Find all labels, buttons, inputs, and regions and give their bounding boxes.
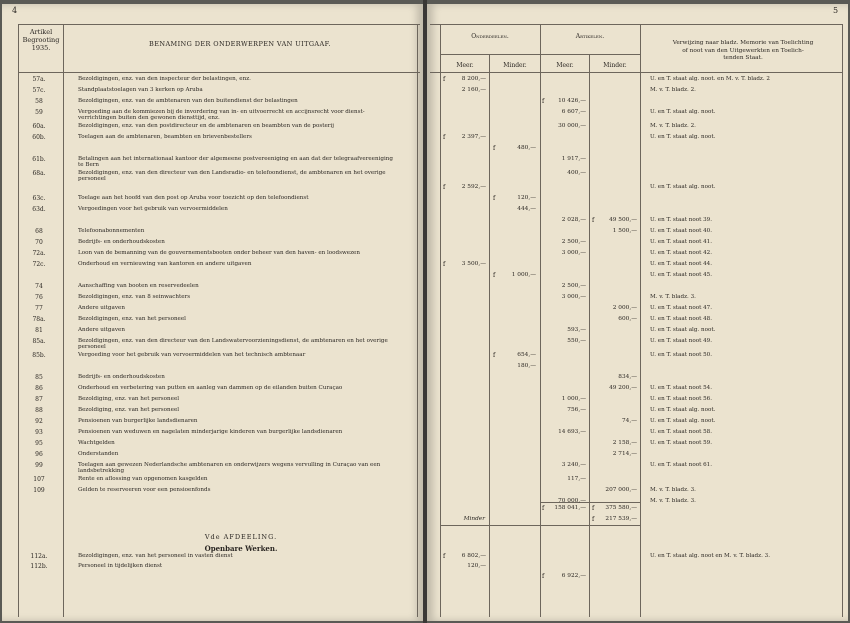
section-title	[78, 544, 404, 553]
reference-note: U. en T. staat alg. noot.	[650, 184, 716, 190]
artikelen-meer-value: 14 693,—	[558, 429, 586, 435]
item-description: Bezoldigingen, enz. van 8 seinwachters	[78, 294, 191, 300]
article-code: 109	[33, 487, 45, 494]
onderdeelen-meer-value: 2 592,—	[461, 184, 486, 190]
artikelen-minder-value: 600,—	[618, 316, 637, 322]
item-description: Bezoldigingen, enz. van de ambtenaren van den buitendienst der belastingen	[78, 98, 298, 104]
item-description: Personeel in tijdelijken dienst	[78, 563, 163, 569]
artikelen-meer-value: 1 000,—	[561, 396, 586, 402]
artikelen-minder-value: 834,—	[618, 374, 637, 380]
artikelen-meer-value: 117,—	[567, 476, 586, 482]
column-rule	[640, 24, 641, 617]
article-code: 61b.	[32, 156, 46, 163]
onderdeelen-minder-value: 120,—	[517, 195, 536, 201]
item-description: Aanschaffing van booten en reservedeelen	[78, 283, 199, 289]
reference-note: U. en T. staat noot 47.	[650, 305, 712, 311]
artikelen-meer-value: 550,—	[567, 338, 586, 344]
article-code: 68	[35, 228, 43, 235]
reference-note: U. en T. staat noot 59.	[650, 440, 712, 446]
item-description: Bezoldigingen, enz. van den postdirecteur en de ambtenaren en beambten van de posterij	[78, 123, 334, 129]
reference-note: U. en T. staat noot 44.	[650, 261, 712, 267]
currency-mark: f	[542, 98, 545, 105]
onderdeelen-minder-value: 444,—	[517, 206, 536, 212]
onderdeelen-meer-value: 8 200,—	[461, 76, 486, 82]
artikelen-meer-value: 593,—	[567, 327, 586, 333]
onderdeelen-meer-value: 2 397,—	[461, 134, 486, 140]
column-rule	[489, 54, 490, 617]
article-code: 112b.	[30, 563, 48, 570]
reference-note: U. en T. staat noot 58.	[650, 429, 712, 435]
artikelen-minder-value: 2 714,—	[612, 451, 637, 457]
article-code: 87	[35, 396, 43, 403]
article-code: 72a.	[32, 250, 46, 257]
page-number-left: 4	[12, 6, 18, 15]
article-code: 60b.	[32, 134, 46, 141]
reference-note: U. en T. staat noot 54.	[650, 385, 712, 391]
reference-note: M. v. T. bladz. 2.	[650, 123, 696, 129]
left-page	[2, 4, 423, 621]
artikelen-meer-value: 2 500,—	[561, 239, 586, 245]
artikelen-minder-value: 49 200,—	[609, 385, 637, 391]
article-code: 85b.	[32, 352, 46, 359]
item-description-continued: verrichtingen buiten den gewonen diensttijd, enz.	[78, 115, 220, 121]
reference-note: U. en T. staat noot 42.	[650, 250, 712, 256]
article-code: 107	[33, 476, 45, 483]
currency-mark: f	[443, 261, 446, 268]
article-code: 77	[35, 305, 43, 312]
reference-note: M. v. T. bladz. 3.	[650, 294, 696, 300]
article-code: 57a.	[32, 76, 46, 83]
total-meer: 158 041,—	[554, 505, 586, 511]
total-minder: 375 580,—	[605, 505, 637, 511]
verwijzing-header-line: Verwijzing naar bladz. Memorie van Toelichting	[672, 40, 814, 46]
item-description: Bezoldiging, enz. van het personeel	[78, 407, 180, 413]
item-description-continued: landsbetrekking	[78, 468, 125, 474]
item-description: Pensioenen van weduwen en nagelaten minderjarige kinderen van burgerlijke landsdienaren	[78, 429, 343, 435]
item-description: Gelden te reserveeren voor een pensioenfonds	[78, 487, 211, 493]
reference-note: U. en T. staat noot 48.	[650, 316, 712, 322]
currency-mark: f	[542, 505, 545, 512]
artikelen-header: Artikelen.	[575, 33, 605, 40]
verwijzing-header	[643, 40, 843, 63]
item-description: Vergoedingen voor het gebruik van vervoermiddelen	[78, 206, 228, 212]
onderdeelen-meer-value: 2 160,—	[461, 87, 486, 93]
currency-mark: f	[493, 195, 496, 202]
article-code: 99	[35, 462, 43, 469]
artikelen-minder-value: 74,—	[621, 418, 637, 424]
artikelen-meer-value: 2 028,—	[561, 217, 586, 223]
onderdeelen-header: Onderdeelen.	[471, 33, 509, 40]
reference-note: U. en T. staat noot 39.	[650, 217, 712, 223]
item-description: Bezoldigingen, enz. van het personeel in vasten dienst	[78, 553, 233, 559]
item-description-continued: personeel	[78, 344, 106, 350]
onderdeelen-minder-value: 1 000,—	[511, 272, 536, 278]
item-description: Rente en aflossing van opgenomen kasgelden	[78, 476, 208, 482]
reference-note: U. en T. staat noot 56.	[650, 396, 712, 402]
book-gutter	[423, 0, 427, 623]
article-code: 68a.	[32, 170, 46, 177]
artikelen-meer-value: 2 500,—	[561, 283, 586, 289]
artikelen-meer-value: 70 000,—	[558, 498, 586, 504]
onderdeelen-meer-value: 6 802,—	[461, 553, 486, 559]
artikelen-meer-value: 6 607,—	[561, 109, 586, 115]
article-code: 57c.	[32, 87, 46, 94]
item-description: Toelagen aan de ambtenaren, beambten en brievenbestellers	[78, 134, 252, 140]
reference-note: U. en T. staat alg. noot.	[650, 109, 716, 115]
currency-mark: f	[493, 145, 496, 152]
article-code: 96	[35, 451, 43, 458]
reference-note: U. en T. staat noot 40.	[650, 228, 712, 234]
article-code: 72c.	[32, 261, 46, 268]
total-difference: 217 539,—	[605, 516, 637, 522]
item-description: Betalingen aan het internationaal kantoor der algemeene postvereeniging en aan dat der telegraafvereeniging	[78, 156, 393, 162]
artikel-header	[22, 28, 60, 52]
artikelen-meer-value: 1 917,—	[561, 156, 586, 162]
onderdeelen-minder-value: 180,—	[517, 363, 536, 369]
column-rule	[63, 24, 64, 617]
reference-note: U. en T. staat alg. noot.	[650, 134, 716, 140]
meer-header: Meer.	[456, 62, 474, 69]
artikelen-minder-value: 1 500,—	[612, 228, 637, 234]
table-top-rule	[430, 24, 842, 25]
currency-mark: f	[443, 553, 446, 560]
currency-mark: f	[443, 76, 446, 83]
item-description: Telefoonabonnementen	[78, 228, 145, 234]
table-top-rule	[18, 24, 420, 25]
reference-note: U. en T. staat alg. noot. en M. v. T. bladz. 2	[650, 76, 770, 82]
article-code: 58	[35, 98, 43, 105]
item-description: Wachtgelden	[78, 440, 115, 446]
column-rule	[417, 24, 418, 617]
artikelen-meer-value: 3 240,—	[561, 462, 586, 468]
minder-header: Minder.	[603, 62, 627, 69]
artikelen-meer-value: 756,—	[567, 407, 586, 413]
article-code: 76	[35, 294, 43, 301]
artikelen-minder-value: 207 000,—	[605, 487, 637, 493]
item-description: Onderhoud en vernieuwing van kantoren en andere uitgaven	[78, 261, 252, 267]
article-code: 85a.	[32, 338, 46, 345]
item-description: Bezoldiging, enz. van het personeel	[78, 396, 180, 402]
verwijzing-header-line: tenden Staat.	[723, 55, 763, 61]
currency-mark: f	[443, 184, 446, 191]
artikelen-minder-value: 49 500,—	[609, 217, 637, 223]
artikelen-meer-value: 3 000,—	[561, 250, 586, 256]
item-description: Onderstanden	[78, 451, 119, 457]
item-description: Toelage aan het hoofd van den post op Aruba voor toezicht op den telefoondienst	[78, 195, 309, 201]
column-rule	[18, 24, 19, 617]
article-code: 59	[35, 109, 43, 116]
item-description: Standplaatstoelagen van 3 kerken op Aruba	[78, 87, 203, 93]
reference-note: U. en T. staat alg. noot en M. v. T. bladz. 3.	[650, 553, 770, 559]
onderdeelen-minder-value: 480,—	[517, 145, 536, 151]
verwijzing-header-line: of noot van den Uitgewerkten en Toelich-	[682, 47, 804, 54]
article-code: 63c.	[32, 195, 46, 202]
artikel-header-line: Artikel	[29, 28, 53, 36]
section-name: Vde AFDEELING.	[204, 533, 278, 541]
article-code: 88	[35, 407, 43, 414]
reference-note: U. en T. staat noot 61.	[650, 462, 712, 468]
item-description-continued: te Bern	[78, 162, 100, 168]
reference-note: U. en T. staat alg. noot.	[650, 327, 716, 333]
artikelen-minder-value: 2 158,—	[612, 440, 637, 446]
item-description: Toelagen aan gewezen Nederlandsche ambtenaren en onderwijzers wegens vervulling in Curaçao van een	[78, 462, 381, 468]
item-description: Bedrijfs- en onderhoudskosten	[78, 374, 165, 380]
article-code: 74	[35, 283, 43, 290]
item-description: Onderhoud en verbetering van putten en aanleg van dammen op de eilanden buiten Curaçao	[78, 385, 343, 391]
item-description: Bezoldigingen, enz. van den directeur van den Landswatervoorzieningsdienst, de ambtenaren en het overige	[78, 338, 388, 344]
header-rule	[430, 72, 842, 73]
column-rule	[440, 24, 441, 617]
right-page	[427, 4, 848, 621]
column-rule	[842, 24, 843, 617]
artikelen-meer-value: 400,—	[567, 170, 586, 176]
meer-header: Meer.	[556, 62, 574, 69]
currency-mark: f	[542, 573, 545, 580]
article-code: 85	[35, 374, 43, 381]
article-code: 60a.	[32, 123, 46, 130]
reference-note: U. en T. staat noot 49.	[650, 338, 712, 344]
artikelen-meer-value: 3 000,—	[561, 294, 586, 300]
reference-note: U. en T. staat alg. noot.	[650, 418, 716, 424]
reference-note: M. v. T. bladz. 3.	[650, 498, 696, 504]
article-code: 112a.	[30, 553, 48, 560]
reference-note: U. en T. staat noot 45.	[650, 272, 712, 278]
reference-note: U. en T. staat alg. noot.	[650, 407, 716, 413]
article-code: 81	[35, 327, 43, 334]
article-code: 70	[35, 239, 43, 246]
artikelen-minder-value: 2 000,—	[612, 305, 637, 311]
item-description: Loon van de bemanning van de gouvernementsbooten onder beheer van den haven- en loodswezen	[78, 250, 360, 256]
reference-note: U. en T. staat noot 50.	[650, 352, 712, 358]
column-rule	[540, 24, 541, 617]
item-description: Andere uitgaven	[78, 305, 125, 311]
item-description-continued: personeel	[78, 176, 106, 182]
header-rule	[18, 72, 420, 73]
section-title-text: Openbare Werken.	[204, 544, 278, 553]
artikel-header-line: Begrooting	[22, 36, 60, 44]
reference-note: M. v. T. bladz. 2.	[650, 87, 696, 93]
article-code: 93	[35, 429, 43, 436]
item-description: Vergoeding aan de kommiezen bij de invordering van in- en uitvoerrecht en accijnsrecht voor dienst-	[78, 109, 365, 115]
item-description: Bezoldigingen, enz. van het personeel	[78, 316, 186, 322]
onderdeelen-meer-value: 3 500,—	[461, 261, 486, 267]
totals-end-rule	[440, 525, 640, 526]
article-code: 92	[35, 418, 43, 425]
item-description: Bezoldigingen, enz. van den inspecteur der belastingen, enz.	[78, 76, 251, 82]
artikel-header-line: 1935.	[31, 44, 51, 52]
item-description: Pensioenen van burgerlijke landsdienaren	[78, 418, 198, 424]
column-rule	[589, 54, 590, 617]
item-description: Vergoeding voor het gebruik van vervoermiddelen van het technisch ambtenaar	[78, 352, 306, 358]
currency-mark: f	[592, 516, 595, 523]
benaming-header: BENAMING DER ONDERWERPEN VAN UITGAAF.	[149, 40, 331, 48]
reference-note: U. en T. staat noot 41.	[650, 239, 712, 245]
item-description: Bedrijfs- en onderhoudskosten	[78, 239, 165, 245]
minder-header: Minder.	[503, 62, 527, 69]
article-code: 86	[35, 385, 43, 392]
reference-note: M. v. T. bladz. 3.	[650, 487, 696, 493]
currency-mark: f	[493, 352, 496, 359]
onderdeelen-meer-value: 120,—	[467, 563, 486, 569]
item-description: Bezoldigingen, enz. van den directeur van den Landsradio- en telefoondienst, de ambtenaren en het overige	[78, 170, 386, 176]
item-description: Andere uitgaven	[78, 327, 125, 333]
article-code: 95	[35, 440, 43, 447]
article-code: 63d.	[32, 206, 46, 213]
artikelen-meer-value: 30 000,—	[558, 123, 586, 129]
currency-mark: f	[443, 134, 446, 141]
onderdeelen-minder-value: 654,—	[517, 352, 536, 358]
currency-mark: f	[592, 505, 595, 512]
article-code: 78a.	[32, 316, 46, 323]
artikelen-meer-value: 6 922,—	[561, 573, 586, 579]
artikelen-meer-value: 10 426,—	[558, 98, 586, 104]
currency-mark: f	[592, 217, 595, 224]
page-number-right: 5	[833, 6, 839, 15]
minder-label: Minder	[463, 516, 485, 522]
currency-mark: f	[493, 272, 496, 279]
